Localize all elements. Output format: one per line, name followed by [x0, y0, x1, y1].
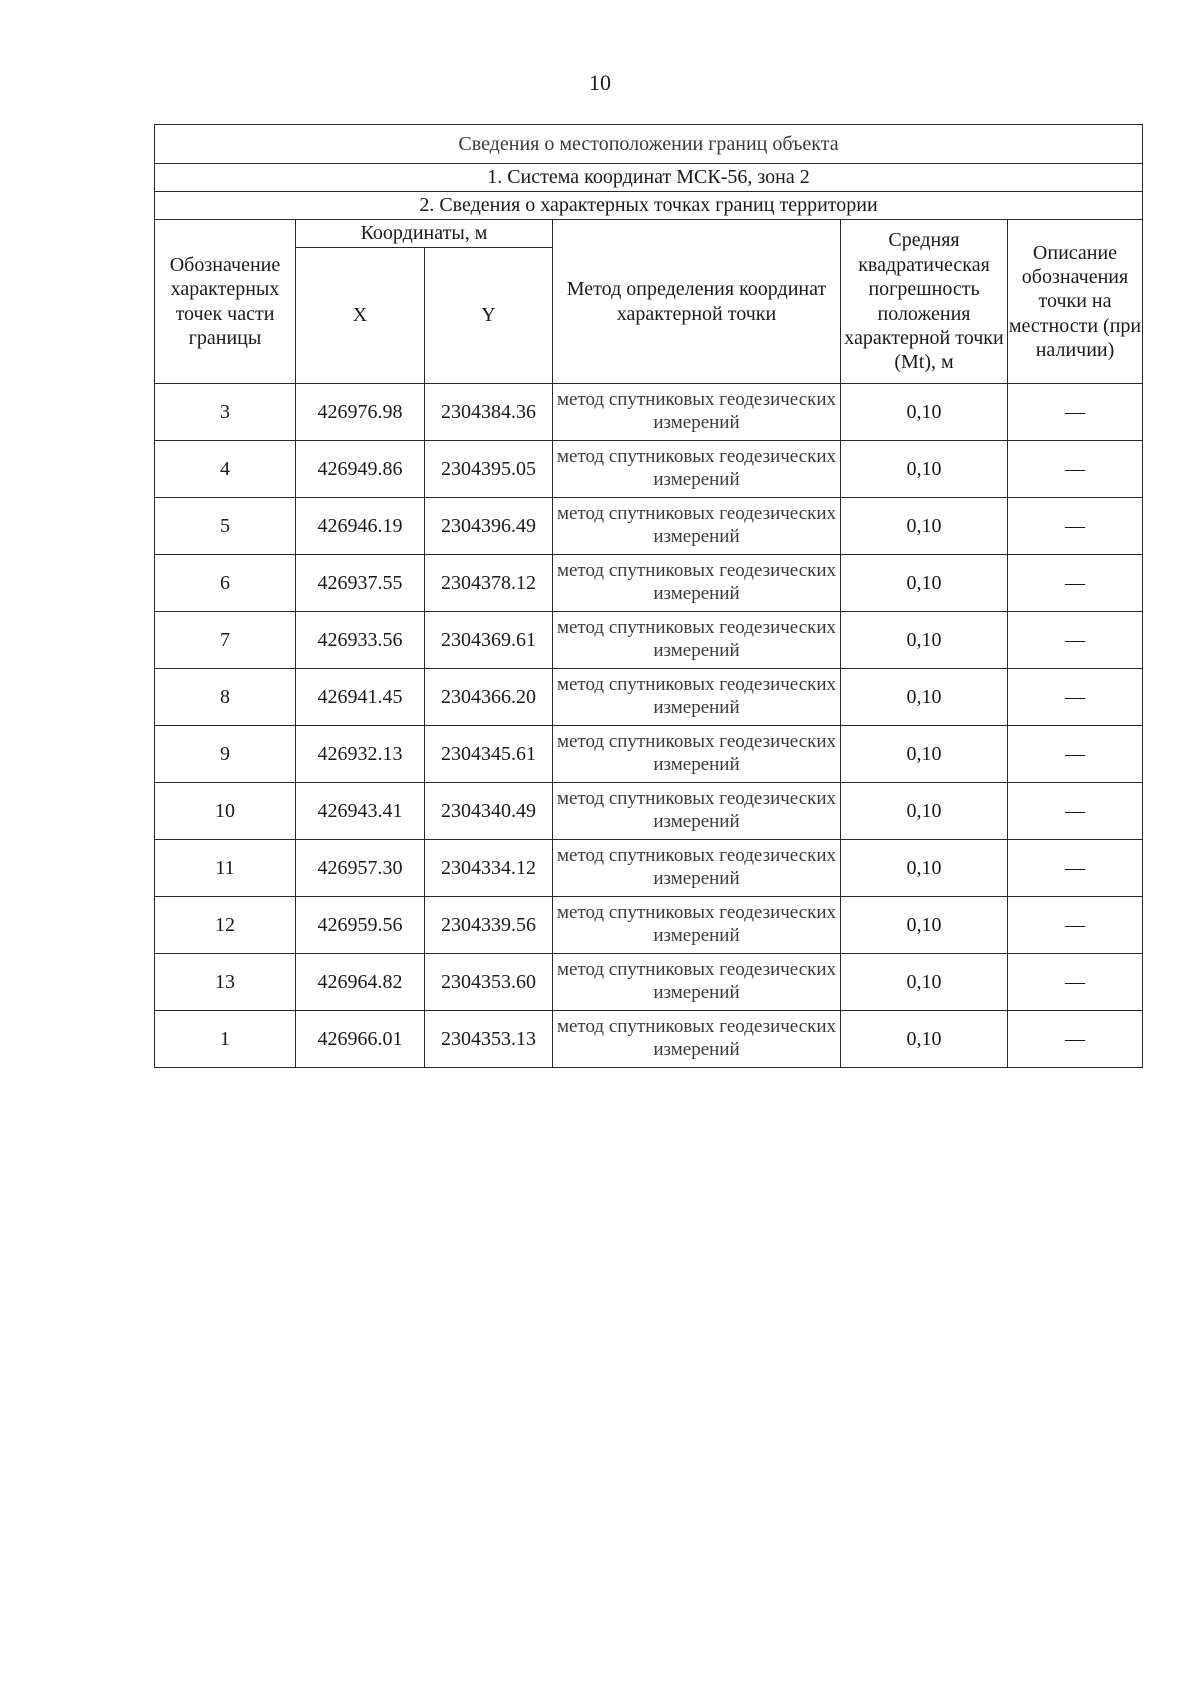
cell-mt: 0,10 — [841, 669, 1008, 726]
cell-method: метод спутниковых геодезических измерений — [553, 1011, 841, 1068]
table-row — [155, 783, 1143, 840]
cell-description: — — [1008, 1011, 1143, 1068]
cell-method: метод спутниковых геодезических измерений — [553, 840, 841, 897]
table-row — [155, 441, 1143, 498]
cell-mt: 0,10 — [841, 783, 1008, 840]
cell-description: — — [1008, 840, 1143, 897]
cell-point: 9 — [155, 726, 296, 783]
points-info-row — [155, 192, 1143, 220]
cell-point: 11 — [155, 840, 296, 897]
cell-method: метод спутниковых геодезических измерений — [553, 498, 841, 555]
table-row — [155, 612, 1143, 669]
cell-y: 2304345.61 — [425, 726, 553, 783]
cell-method: метод спутниковых геодезических измерений — [553, 612, 841, 669]
cell-x: 426949.86 — [296, 441, 425, 498]
cell-y: 2304395.05 — [425, 441, 553, 498]
coord-system-text: 1. Система координат МСК-56, зона 2 — [155, 164, 1143, 192]
cell-method: метод спутниковых геодезических измерений — [553, 897, 841, 954]
cell-x: 426957.30 — [296, 840, 425, 897]
cell-point: 12 — [155, 897, 296, 954]
table-row — [155, 954, 1143, 1011]
cell-method: метод спутниковых геодезических измерений — [553, 954, 841, 1011]
cell-x: 426946.19 — [296, 498, 425, 555]
cell-description: — — [1008, 897, 1143, 954]
cell-x: 426964.82 — [296, 954, 425, 1011]
cell-description: — — [1008, 612, 1143, 669]
table-row — [155, 669, 1143, 726]
cell-y: 2304384.36 — [425, 384, 553, 441]
cell-y: 2304369.61 — [425, 612, 553, 669]
table-header-block — [155, 125, 1143, 384]
cell-description: — — [1008, 783, 1143, 840]
table-caption: Сведения о местоположении границ объекта — [155, 125, 1143, 164]
cell-mt: 0,10 — [841, 555, 1008, 612]
table-row — [155, 555, 1143, 612]
cell-y: 2304396.49 — [425, 498, 553, 555]
cell-mt: 0,10 — [841, 612, 1008, 669]
cell-method: метод спутниковых геодезических измерений — [553, 384, 841, 441]
cell-x: 426932.13 — [296, 726, 425, 783]
coord-system-row — [155, 164, 1143, 192]
cell-y: 2304353.60 — [425, 954, 553, 1011]
cell-point: 4 — [155, 441, 296, 498]
cell-y: 2304378.12 — [425, 555, 553, 612]
header-point-designation: Обозначение характерных точек части границы — [155, 220, 296, 384]
cell-method: метод спутниковых геодезических измерений — [553, 441, 841, 498]
cell-point: 3 — [155, 384, 296, 441]
cell-y: 2304339.56 — [425, 897, 553, 954]
table-caption-row — [155, 125, 1143, 164]
cell-mt: 0,10 — [841, 384, 1008, 441]
cell-point: 5 — [155, 498, 296, 555]
page-number: 10 — [589, 70, 611, 95]
cell-x: 426959.56 — [296, 897, 425, 954]
header-mean-error: Средняя квадратическая погрешность положения характерной точки (Mt), м — [841, 220, 1008, 384]
cell-mt: 0,10 — [841, 498, 1008, 555]
cell-point: 6 — [155, 555, 296, 612]
cell-point: 7 — [155, 612, 296, 669]
column-header-row-top — [155, 220, 1143, 248]
cell-description: — — [1008, 669, 1143, 726]
boundary-coordinates-table — [154, 124, 1143, 1068]
cell-mt: 0,10 — [841, 1011, 1008, 1068]
header-y: Y — [425, 248, 553, 384]
cell-method: метод спутниковых геодезических измерений — [553, 783, 841, 840]
cell-x: 426943.41 — [296, 783, 425, 840]
cell-x: 426976.98 — [296, 384, 425, 441]
cell-y: 2304334.12 — [425, 840, 553, 897]
cell-y: 2304340.49 — [425, 783, 553, 840]
cell-mt: 0,10 — [841, 441, 1008, 498]
cell-description: — — [1008, 384, 1143, 441]
cell-method: метод спутниковых геодезических измерений — [553, 555, 841, 612]
cell-y: 2304353.13 — [425, 1011, 553, 1068]
cell-point: 13 — [155, 954, 296, 1011]
cell-mt: 0,10 — [841, 954, 1008, 1011]
table-row — [155, 840, 1143, 897]
cell-description: — — [1008, 441, 1143, 498]
cell-point: 1 — [155, 1011, 296, 1068]
cell-mt: 0,10 — [841, 726, 1008, 783]
table-body — [155, 384, 1143, 1068]
table-row — [155, 1011, 1143, 1068]
table-row — [155, 726, 1143, 783]
header-coordinates: Координаты, м — [296, 220, 553, 248]
cell-x: 426933.56 — [296, 612, 425, 669]
table-row — [155, 384, 1143, 441]
cell-method: метод спутниковых геодезических измерений — [553, 726, 841, 783]
cell-mt: 0,10 — [841, 897, 1008, 954]
cell-y: 2304366.20 — [425, 669, 553, 726]
table-row — [155, 897, 1143, 954]
cell-point: 8 — [155, 669, 296, 726]
points-info-text: 2. Сведения о характерных точках границ территории — [155, 192, 1143, 220]
cell-method: метод спутниковых геодезических измерений — [553, 669, 841, 726]
header-method: Метод определения координат характерной точки — [553, 220, 841, 384]
cell-description: — — [1008, 555, 1143, 612]
cell-x: 426937.55 — [296, 555, 425, 612]
cell-description: — — [1008, 726, 1143, 783]
header-description: Описание обозначения точки на местности (при наличии) — [1008, 220, 1143, 384]
cell-point: 10 — [155, 783, 296, 840]
table-row — [155, 498, 1143, 555]
cell-description: — — [1008, 498, 1143, 555]
cell-x: 426966.01 — [296, 1011, 425, 1068]
header-x: X — [296, 248, 425, 384]
cell-description: — — [1008, 954, 1143, 1011]
cell-mt: 0,10 — [841, 840, 1008, 897]
cell-x: 426941.45 — [296, 669, 425, 726]
